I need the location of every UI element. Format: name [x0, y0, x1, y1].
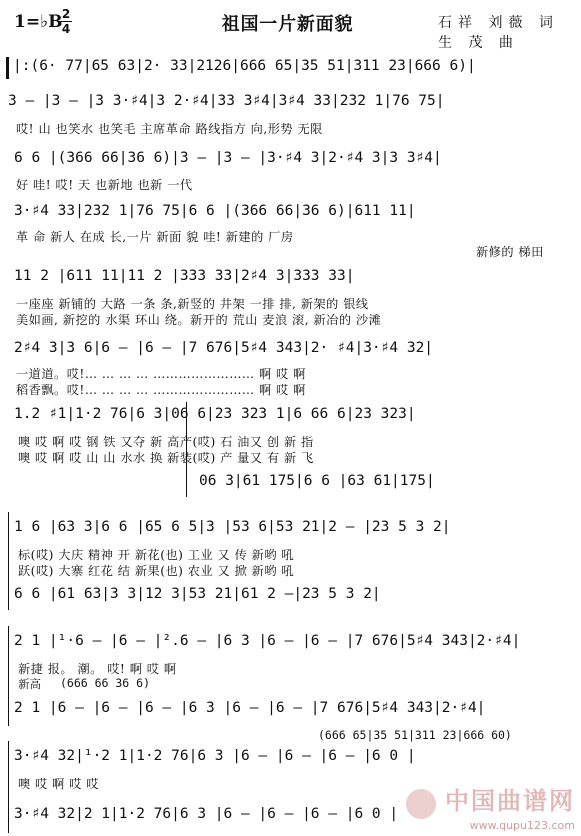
- system-9-lyrics-2: 新高: [18, 677, 41, 691]
- system-10-lower-notes: 3·♯4 32|2 1|1·2 76|6 3 |6 – |6 – |6 – |6 0 |: [14, 806, 399, 822]
- system-5-lyrics-1: 一座座 新铺的 大路 一条 条,新竖的 井架 一排 排, 新架的 银线: [16, 297, 369, 311]
- system-4-notes: 3·♯4 33|232 1|76 75|6 6 |(366 66|36 6)|611 11|: [14, 203, 416, 219]
- lyricist-credit: 石祥 刘薇 词: [438, 15, 559, 31]
- system-6-lyrics-2: 稻香飘。哎!… … … … …………………… 啊 哎 啊: [16, 383, 306, 397]
- watermark-url: www.qupu123.com: [469, 819, 575, 832]
- watermark-logo-icon: [406, 789, 436, 819]
- system-5-notes: 11 2 |611 11|11 2 |333 33|2♯4 3|333 33|: [14, 268, 355, 284]
- system-8-brace-bar: [8, 512, 9, 610]
- system-2-lyrics-1: 哎! 山 也笑水 也笑毛 主席革命 路线指方 向,形势 无限: [16, 122, 323, 136]
- system-4-lyrics-1: 革 命 新人 在成 长,一片 新面 貌 哇! 新建的 厂房: [16, 230, 294, 244]
- system-9-notes: 2 1 |¹·6 – |6 – |².6 – |6 3 |6 – |6 – |7 676|5♯4 343|2·♯4|: [14, 633, 521, 649]
- system-8-lyrics-2: 跃(哎) 大寨 红花 结 新果(也) 农业 又 掀 新哟 吼: [18, 564, 295, 578]
- system-8-lyrics-1: 标(哎) 大庆 精神 开 新花(也) 工业 又 传 新哟 吼: [18, 548, 295, 562]
- system-10-notes: 3·♯4 32|¹·2 1|1·2 76|6 3 |6 – |6 – |6 – |6 0 |: [14, 748, 416, 764]
- system-6-lyrics-1: 一道道。哎!… … … … …………………… 啊 哎 啊: [16, 367, 306, 381]
- system-3-notes: 6 6 |(366 66|36 6)|3 – |3 – |3·♯4 3|2·♯4 3|3 3♯4|: [14, 150, 442, 166]
- system-10-brace-bar: [8, 741, 9, 833]
- system-2-notes: 3 – |3 – |3 3·♯4|3 2·♯4|33 3♯4|3♯4 33|232 1|76 75|: [8, 93, 445, 109]
- repeat-start-bar: [6, 57, 9, 79]
- key-signature: 1=♭B: [14, 12, 63, 32]
- meter-bottom: 4: [61, 22, 71, 36]
- system-9-ossia: (666 66 36 6): [60, 676, 151, 690]
- system-7-lower-notes: 06 3|61 175|6 6 |63 61|175|: [199, 473, 435, 489]
- system-7-lyrics-1: 噢 哎 啊 哎 钢 铁 又夺 新 高产(哎) 石 油又 创 新 指: [18, 435, 314, 449]
- system-10-ossia: (666 65|35 51|311 23|666 60): [318, 728, 512, 742]
- meter-top: 2: [61, 7, 71, 21]
- system-8-notes: 1 6 |63 3|6 6 |65 6 5|3 |53 6|53 21|2 – |23 5 3 2|: [14, 519, 451, 535]
- system-8-lower-notes: 6 6 |61 63|3 3|12 3|53 21|61 2 –|23 5 3 2|: [14, 586, 381, 602]
- system-4-lyrics-2: 新修的 梯田: [476, 245, 544, 259]
- site-watermark: [406, 781, 575, 833]
- system-10-lyrics-1: 噢 哎 啊 哎 哎: [18, 777, 99, 791]
- system-1-notes: |:(6· 77|65 63|2· 33|2126|666 65|35 51|311 23|666 6)|: [13, 58, 476, 74]
- watermark-text: 中国曲谱网: [445, 785, 575, 815]
- system-3-lyrics-1: 好 哇! 哎! 天 也新地 也新 一代: [16, 178, 193, 192]
- system-9-lower-notes: 2 1 |6 – |6 – |6 – |6 3 |6 – |6 – |7 676|5♯4 343|2·♯4|: [14, 700, 486, 716]
- system-9-lyrics-1: 新捷 报。 潮。 哎! 啊 哎 啊: [18, 662, 177, 676]
- composer-credit: 生 茂 曲: [438, 35, 519, 51]
- system-5-lyrics-2: 美如画, 新挖的 水渠 环山 绕。新开的 荒山 麦浪 滚, 新冶的 沙滩: [16, 313, 382, 327]
- system-9-brace-bar: [8, 626, 9, 726]
- system-7-notes: 1.2 ♯1|1·2 76|6 3|06 6|23 323 1|6 66 6|23 323|: [14, 406, 416, 422]
- system-7-lyrics-2: 噢 哎 啊 哎 山 山 水水 换 新装(哎) 产 量又 有 新 飞: [18, 451, 314, 465]
- song-title: 祖国一片新面貌: [221, 14, 354, 35]
- system-6-notes: 2♯4 3|3 6|6 – |6 – |7 676|5♯4 343|2· ♯4|3·♯4 32|: [14, 340, 434, 356]
